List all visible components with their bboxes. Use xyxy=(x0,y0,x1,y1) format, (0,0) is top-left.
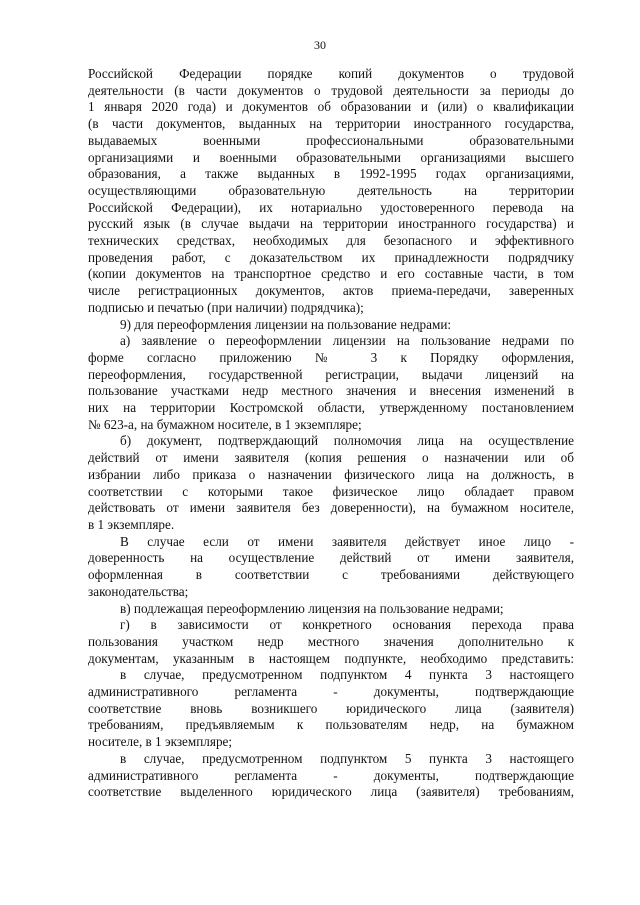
text-line: административного регламента - документы, подтверждающие xyxy=(88,767,574,783)
text-line: организациями и военными образовательными организациями высшего xyxy=(88,149,574,165)
text-line: в случае, предусмотренном подпунктом 5 пункта 3 настоящего xyxy=(120,750,574,766)
text-line: действовать от имени заявителя без доверенности), на бумажном носителе, xyxy=(88,500,574,516)
text-line: Российской Федерации порядке копий документов о трудовой xyxy=(88,66,574,81)
text-line: законодательства; xyxy=(88,583,189,599)
text-line: в случае, предусмотренном подпунктом 4 пункта 3 настоящего xyxy=(120,667,574,683)
text-line: действий от имени заявителя (копия решения о назначении или об xyxy=(88,450,574,466)
text-line: № 623-а, на бумажном носителе, в 1 экземпляре; xyxy=(88,416,362,432)
text-line: русский язык (в случае выдачи на территории иностранного государства) и xyxy=(88,216,574,232)
text-line: соответствии с которыми такое физическое лицо обладает правом xyxy=(88,483,574,499)
text-line: соответствие выделенного юридического лица (заявителя) требованиям, xyxy=(88,784,574,800)
text-line: оформленная в соответствии с требованиями действующего xyxy=(88,567,574,583)
text-line: выдаваемых военными профессиональными образовательными xyxy=(88,132,574,148)
text-line: переоформления, государственной регистрации, выдачи лицензий на xyxy=(88,366,574,382)
text-line: б) документ, подтверждающий полномочия лица на осуществление xyxy=(120,433,574,449)
text-line: в) подлежащая переоформлению лицензия на пользование недрами; xyxy=(120,600,504,616)
text-line: носителе, в 1 экземпляре; xyxy=(88,734,233,750)
text-line: пользования участком недр местного значения дополнительно к xyxy=(88,633,574,649)
text-line: в 1 экземпляре. xyxy=(88,516,175,532)
text-line: числе регистрационных документов, актов приема-передачи, заверенных xyxy=(88,283,574,299)
text-line: осуществляющими образовательную деятельность на территории xyxy=(88,182,574,198)
text-line: 1 января 2020 года) и документов об образовании и (или) о квалификации xyxy=(88,99,574,115)
text-line: них на территории Костромской области, утвержденному постановлением xyxy=(88,400,574,416)
text-line: форме согласно приложению № 3 к Порядку оформления, xyxy=(88,349,574,365)
text-line: проведения работ, с доказательством их принадлежности подрядчику xyxy=(88,249,574,265)
text-line: (копии документов на транспортное средство и его составные части, в том xyxy=(88,266,574,282)
text-line: технических средствах, необходимых для безопасного и эффективного xyxy=(88,233,574,249)
text-line: (в части документов, выданных на территории иностранного государства, xyxy=(88,116,574,132)
text-line: требованиям, предъявляемым к пользователям недр, на бумажном xyxy=(88,717,574,733)
text-line: документам, указанным в настоящем подпункте, необходимо представить: xyxy=(88,650,574,666)
document-body xyxy=(88,66,574,801)
text-line: соответствие вновь возникшего юридического лица (заявителя) xyxy=(88,700,574,716)
text-line: образования, а также выданных в 1992-1995 годах организациями, xyxy=(88,166,574,182)
text-line: Российской Федерации), их нотариально удостоверенного перевода на xyxy=(88,199,574,215)
text-line: пользование участками недр местного значения и внесения изменений в xyxy=(88,383,574,399)
text-line: г) в зависимости от конкретного основания перехода права xyxy=(120,617,574,633)
text-line: административного регламента - документы, подтверждающие xyxy=(88,684,574,700)
text-line: а) заявление о переоформлении лицензии на пользование недрами по xyxy=(120,333,574,349)
text-line: деятельности (в части документов о трудовой деятельности за периоды до xyxy=(88,82,574,98)
text-line: В случае если от имени заявителя действует иное лицо - xyxy=(120,533,574,549)
text-line: 9) для переоформления лицензии на пользование недрами: xyxy=(120,316,452,332)
text-line: доверенность на осуществление действий от имени заявителя, xyxy=(88,550,574,566)
page-number: 30 xyxy=(314,38,326,52)
text-line: избрании либо приказа о назначении физического лица на должность, в xyxy=(88,466,574,482)
text-line: подписью и печатью (при наличии) подрядчика); xyxy=(88,299,364,315)
